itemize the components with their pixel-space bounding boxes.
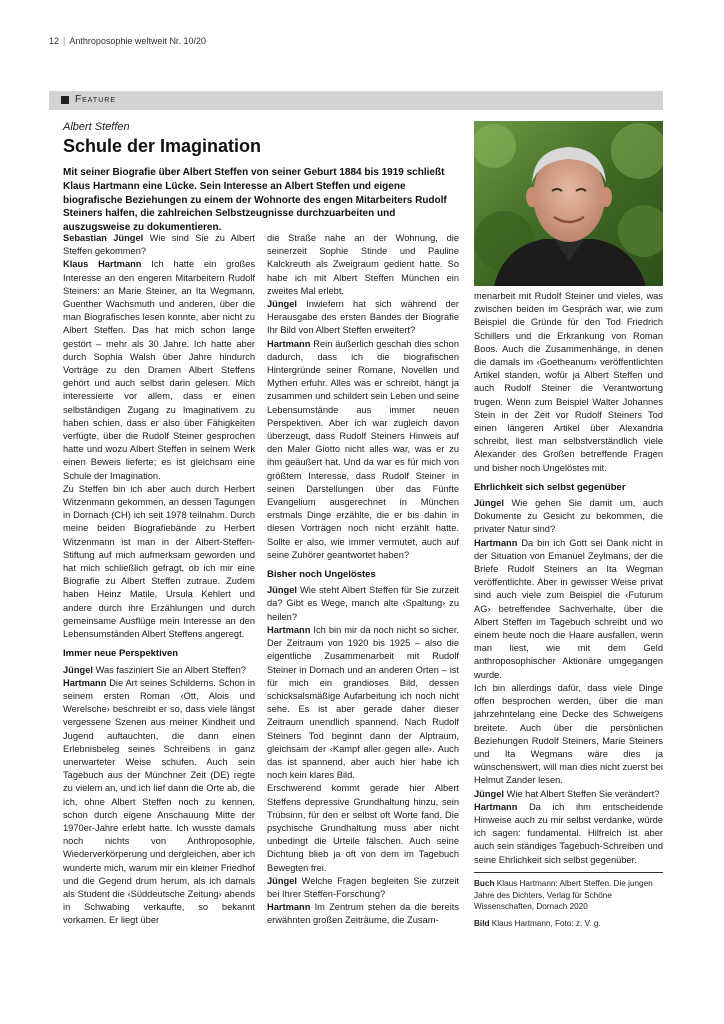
page-number: 12 bbox=[49, 36, 60, 46]
answer-paragraph: Zu Steffen bin ich aber auch durch Herbert Witzenmann gekommen, an dessen Tagungen in Dornach (CH) ich seit 1978 teilnahm. Durch meine beiden Biografiebände zu Herbert Witzenmann ist man in der Albert-Steffen-Stiftung auf mich aufmerksam geworden und hat mich schließlich gefragt, ob ich mir eine Biografie zu Albert Steffen zutraue. Zudem haben Heinz Matile, Ursula Kehlert und andere durch ihre Erzählungen und durch gemeinsame Ausflüge mein Interesse an den Lebensumständen Albert Steffens angeregt. bbox=[63, 483, 255, 640]
question-paragraph bbox=[267, 298, 459, 338]
subheading: Ehrlichkeit sich selbst gegenüber bbox=[474, 481, 626, 493]
question-paragraph bbox=[474, 497, 663, 537]
question-paragraph bbox=[267, 875, 459, 901]
section-label: Feature bbox=[75, 94, 116, 105]
answer-text: Rein äußerlich geschah dies schon dadurch, dass ich die biografischen Hintergründe seiner Romane, Novellen und Mythen erfuhr. Alles was er schreibt, hängt ja zusammen und schildert sein Leben und seine Lebensumstände aus immer neuen Perspektiven. Aber ich war zugleich davon überzeugt, dass Rudolf Steiners Hinweis auf den Maler Giotto nicht alles war, was er zu ihm geäußert hat. Und da war es für mich von größtem Interesse, dass Rudolf Steiner in seinen Darstellungen über das Fünfte Evangelium ausgerechnet in München erstmals Dinge erzählte, die er bis dahin in diesen Vorträgen noch nicht erzählt hatte. Sollte er also, wie immer vermutet, auch auf seine Zuhörer geantwortet haben? bbox=[267, 338, 459, 560]
speaker-name: Hartmann bbox=[63, 677, 107, 688]
answer-text: Da ich ihm entscheidende Hinweise auch zu mir selbst verdanke, würde ich sagen: fundamental. Hilfreich ist aber auch sein ständiges Tagebuch-Schreiben und seine Ehrlichkeit sich selbst gegenüber. bbox=[474, 801, 663, 865]
issue-number: Nr. 10/20 bbox=[169, 36, 206, 46]
answer-paragraph: menarbeit mit Rudolf Steiner und vieles, was zwischen beiden im Gespräch war, wie zum Beispiel die Gründe für den Tod Friedrich Schillers und die Erkrankung von Roman Boos. Auch die Zusammenhänge, in denen die damals im ‹Goetheanum› veröffentlichten Artikel standen, wofür ja Albert Steffen und auch Rudolf Steiner die Verantwortung trugen. Wenn zum Beispiel Walter Johannes Stein in der Zeit vor Rudolf Steiners Tod einen längeren Artikel über Alexandria schreibt, liest man selbstverständlich viele Alexander des Großen betreffende Fragen und bisher noch Ungelöstes mit. bbox=[474, 291, 663, 473]
speaker-name: Hartmann bbox=[267, 624, 311, 635]
answer-paragraph bbox=[474, 537, 663, 682]
answer-paragraph bbox=[63, 677, 255, 928]
article-title: Schule der Imagination bbox=[63, 136, 262, 156]
speaker-name: Hartmann bbox=[267, 902, 311, 913]
question-paragraph bbox=[474, 788, 663, 801]
speaker-name: Jüngel bbox=[267, 585, 297, 596]
speaker-name: Hartmann bbox=[267, 338, 311, 349]
question-text: Was fasziniert Sie an Albert Steffen? bbox=[95, 664, 246, 675]
image-label: Bild bbox=[474, 918, 490, 928]
speaker-name: Jüngel bbox=[474, 788, 504, 799]
answer-text: Da bin ich Gott sei Dank nicht in der Situation von Emanuel Zeylmans, der die Briefe Rudolf Steiners an Ita Wegman veröffentlichte. Aber in gewisser Weise privat sind auch viele zum Beispiel die ‹Futurum AG› betreffendee Sachverhalte, über die Albert Steffen im Tagebuch schreibt und wo einem heute noch die Haare ausfallen, wenn man liest, wie mit dem Geld anthroposophischer Aktionäre umgegangen wurde. bbox=[474, 537, 663, 680]
book-credit bbox=[474, 878, 663, 913]
question-paragraph bbox=[63, 232, 255, 258]
answer-text: Die Art seines Schilderns. Schon in seinem ersten Roman ‹Ott, Alois und Werelsche› beschreibt er so, dass viele längst vergessene Szenen aus meiner Kindheit und Jugend auftauchten, die dann einen Erlebnisbeleg seines Schreibens in ganz unerwarteter Weise schufen. Auch sein Tagebuch aus der Münchner Zeit (DE) regte zu vielem an, und ich lief dann die Orte ab, die ich, ohne Albert Steffen noch zu kennen, schon durch eigene Anschauung Mitte der 1970er-Jahre erlebt hatte. Ich wusste damals noch nichts von Anthroposophie, Wiederverkörperung und dergleichen, aber ich wunderte mich, warum mir ein kleiner Friedhof und die Gegend drum herum, als ich damals als Student die ‹Süddeutsche Zeitung› abends in Schwabing verkaufte, so bekannt vorkamen. Er liegt über bbox=[63, 677, 255, 926]
question-text: Welche Fragen begleiten Sie zurzeit bei Ihrer Steffen-Forschung? bbox=[267, 875, 459, 899]
speaker-name: Jüngel bbox=[474, 498, 504, 509]
answer-paragraph bbox=[267, 901, 459, 927]
page-header bbox=[49, 36, 206, 46]
answer-paragraph: die Straße nahe an der Wohnung, die seinerzeit Sophie Stinde und Pauline Kalckreuth als Zweigraum gedient hatte. So habe ich mit Albert Steffen München ein zweites Mal erlebt. bbox=[267, 233, 459, 296]
question-text: Wie sind Sie zu Albert Steffen gekommen? bbox=[63, 233, 255, 257]
article-kicker: Albert Steffen bbox=[63, 121, 130, 133]
speaker-name: Jüngel bbox=[267, 875, 297, 886]
column-2 bbox=[267, 232, 459, 928]
section-bar bbox=[49, 91, 663, 110]
answer-text: Im Zentrum stehen da die bereits erwähnten großen Zeiträume, die Zusam- bbox=[267, 902, 459, 926]
speaker-name: Jüngel bbox=[267, 299, 297, 310]
speaker-name: Jüngel bbox=[63, 664, 93, 675]
subheading: Bisher noch Ungelöstes bbox=[267, 569, 376, 581]
speaker-name: Hartmann bbox=[474, 801, 518, 812]
magazine-name: Anthroposophie weltweit bbox=[69, 36, 167, 46]
speaker-name: Sebastian Jüngel bbox=[63, 233, 144, 243]
answer-paragraph bbox=[474, 801, 663, 867]
speaker-name: Klaus Hartmann bbox=[63, 259, 142, 270]
question-text: Inwiefern hat sich während der Herausgabe des ersten Bandes der Biografie Ihr Bild von Albert Steffen erweitert? bbox=[267, 299, 459, 336]
answer-paragraph bbox=[267, 338, 459, 562]
answer-text: Ich hatte ein großes Interesse an den engeren Mitarbeitern Rudolf Steiners: an Marie Steiner, an Ita Wegmann, Guenther Wachsmuth und anderen, über die man Biografisches lesen konnte, aber nicht zu Albert Steffen. Das hat mich schon lange gestört – mehr als 30 Jahre. Ich hatte aber durch Sophia Walsh über Jahre hindurch Vorträge zu den Dramen Albert Steffens gehört und auch selbst darin gelesen. Mich interessierte vor allem, dass er einen selbständigen Zugang zu Imaginativem zu haben schien, dass er also über Fähigkeiten verfügte, über die Rudolf Steiner gesprochen hatte und wozu Albert Steffen in seinem Werk einen Beweis lieferte; es ist gleichsam eine Schule der Imagination. bbox=[63, 259, 255, 481]
column-3 bbox=[474, 290, 663, 867]
question-text: Wie hat Albert Steffen Sie verändert? bbox=[506, 788, 660, 799]
header-separator: | bbox=[63, 36, 66, 46]
answer-paragraph bbox=[267, 624, 459, 782]
answer-paragraph: Ich bin allerdings dafür, dass viele Dinge offen besprochen werden, über die man jahrzehntelang eine Decke des Schweigens breitete. Auch über die persönlichen Beziehungen Rudolf Steiners, Marie Steiners und Ita Wegmans wäre dies ja wünschenswert, will man dies nicht zuerst bei Helmut Zander lesen. bbox=[474, 682, 663, 786]
article-lead: Mit seiner Biografie über Albert Steffen von seiner Geburt 1884 bis 1919 schließt Klaus Hartmann eine Lücke. Sein Interesse an Albert Steffen und eigene biografische Beziehungen zu einem der Wohnorte des engen Mitarbeiters Rudolf Steiners halfen, die zahlreichen Selbstzeugnisse durchzuarbeiten und auszugsweise zu dokumentieren. bbox=[63, 167, 447, 234]
question-text: Wie gehen Sie damit um, auch Dokumente zu Gesicht zu bekommen, die privater Natur sind? bbox=[474, 498, 663, 535]
question-text: Wie steht Albert Steffen für Sie zurzeit da? Gibt es Wege, manch alte ‹Spaltung› zu heilen? bbox=[267, 585, 459, 622]
section-square-icon bbox=[61, 96, 69, 104]
credits-box bbox=[474, 872, 663, 934]
book-label: Buch bbox=[474, 879, 495, 888]
portrait-photo bbox=[474, 121, 663, 286]
portrait-illustration bbox=[474, 121, 663, 286]
book-text: Klaus Hartmann: Albert Steffen. Die jungen Jahre des Dichters, Verlag für Schöne Wissenschaften, Dornach 2020 bbox=[474, 879, 653, 912]
credits-divider bbox=[474, 872, 663, 873]
answer-paragraph bbox=[63, 258, 255, 482]
answer-text: Ich bin mir da noch nicht so sicher. Der Zeitraum von 1920 bis 1925 – also die eigentliche Zusammenarbeit mit Rudolf Steiner in Dornach und an anderen Orten – ist für mich ein grandioses Bild, dessen schicksalsmäßige Aufarbeitung ich noch nicht sehe. Es ist aber gerade daher dieser Zeitraum unendlich spannend. Nach Rudolf Steiners Tod beginnt dann der Alptraum, gleichsam der ‹Kampf aller gegen alle›. Auch das ist spannend, aber auch hier habe ich noch kein klares Bild. bbox=[267, 624, 459, 781]
image-credit bbox=[474, 918, 663, 930]
column-1 bbox=[63, 232, 255, 928]
speaker-name: Hartmann bbox=[474, 537, 518, 548]
question-paragraph bbox=[63, 664, 255, 677]
subheading: Immer neue Perspektiven bbox=[63, 648, 179, 660]
image-text: Klaus Hartmann, Foto: z. V. g. bbox=[491, 918, 601, 928]
question-paragraph bbox=[267, 584, 459, 624]
answer-paragraph: Erschwerend kommt gerade hier Albert Steffens depressive Grundhaltung hinzu, sein Trübsinn, für den er selbst oft Worte fand. Die psychische Grundhaltung muss aber nicht unbedingt die Urteile fälschen. Auch seine Dichtung blieb ja oft von dem im Tagebuch Bewegten frei. bbox=[267, 783, 459, 873]
